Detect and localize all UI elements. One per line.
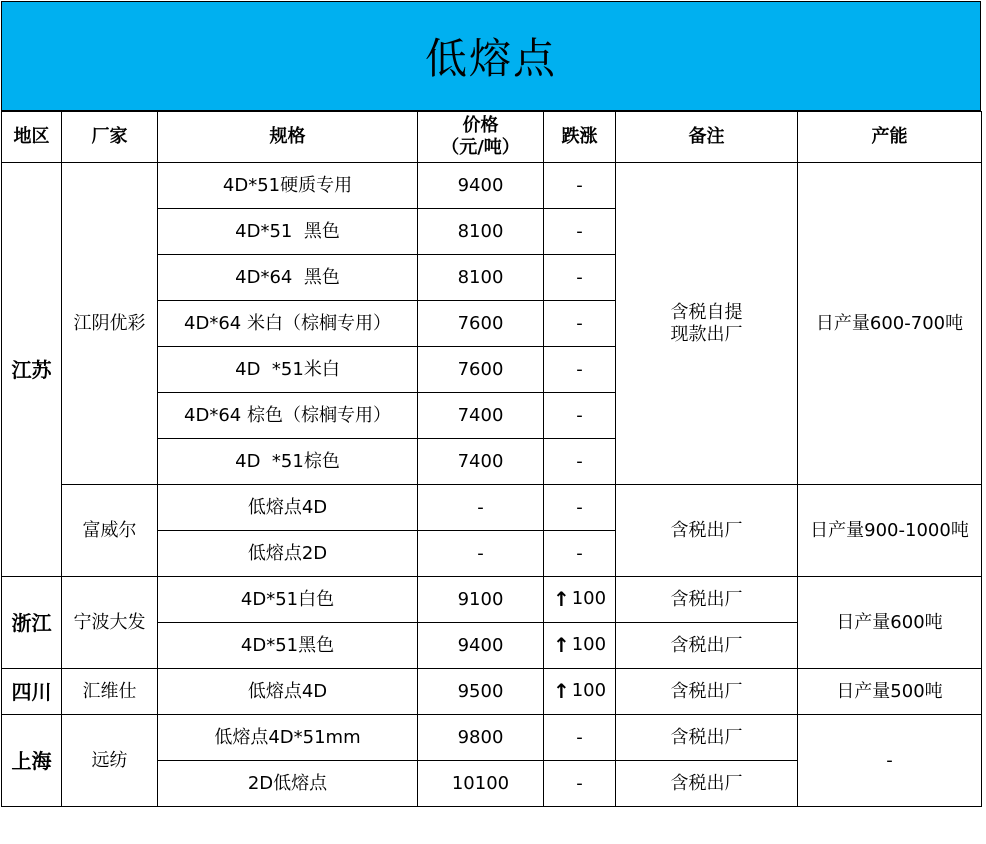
price-cell: 7600 — [418, 301, 544, 347]
spec-cell: 低熔点4D*51mm — [158, 715, 418, 761]
spec-cell: 4D*64 米白（棕榈专用） — [158, 301, 418, 347]
change-cell: - — [544, 301, 616, 347]
price-cell: 9500 — [418, 669, 544, 715]
price-cell: - — [418, 485, 544, 531]
change-value: 100 — [571, 633, 607, 655]
note-cell: 含税出厂 — [616, 669, 798, 715]
price-cell: 9400 — [418, 623, 544, 669]
maker-cell: 江阴优彩 — [62, 163, 158, 485]
note-cell: 含税出厂 — [616, 761, 798, 807]
region-cell: 江苏 — [2, 163, 62, 577]
capacity-cell: 日产量600吨 — [798, 577, 982, 669]
spec-cell: 低熔点2D — [158, 531, 418, 577]
change-cell: - — [544, 163, 616, 209]
maker-cell: 宁波大发 — [62, 577, 158, 669]
change-cell: - — [544, 715, 616, 761]
change-cell: - — [544, 255, 616, 301]
capacity-cell: - — [798, 715, 982, 807]
capacity-cell: 日产量900-1000吨 — [798, 485, 982, 577]
change-value: 100 — [571, 679, 607, 701]
change-cell: - — [544, 209, 616, 255]
table-row — [2, 715, 982, 761]
header-note: 备注 — [616, 112, 798, 163]
price-cell: 7400 — [418, 393, 544, 439]
header-row — [2, 112, 982, 163]
header-spec: 规格 — [158, 112, 418, 163]
capacity-cell: 日产量500吨 — [798, 669, 982, 715]
note-line2: 现款出厂 — [670, 323, 743, 345]
change-cell: - — [544, 347, 616, 393]
up-arrow-icon: ↑ — [552, 678, 570, 703]
region-cell: 浙江 — [2, 577, 62, 669]
price-cell: 10100 — [418, 761, 544, 807]
spec-cell: 4D *51棕色 — [158, 439, 418, 485]
note-cell: 含税出厂 — [616, 623, 798, 669]
change-cell: - — [544, 439, 616, 485]
change-cell — [544, 577, 616, 623]
price-cell: 9100 — [418, 577, 544, 623]
price-cell: - — [418, 531, 544, 577]
spec-cell: 4D*64 棕色（棕榈专用） — [158, 393, 418, 439]
header-change: 跌涨 — [544, 112, 616, 163]
up-arrow-icon: ↑ — [552, 586, 570, 611]
price-sheet — [1, 1, 981, 807]
title-banner — [1, 1, 981, 111]
price-cell: 9400 — [418, 163, 544, 209]
up-arrow-icon: ↑ — [552, 632, 570, 657]
table-row — [2, 485, 982, 531]
note-cell — [616, 163, 798, 485]
capacity-cell: 日产量600-700吨 — [798, 163, 982, 485]
spec-cell: 4D*51硬质专用 — [158, 163, 418, 209]
maker-cell: 汇维仕 — [62, 669, 158, 715]
change-cell: - — [544, 531, 616, 577]
spec-cell: 4D*51 黑色 — [158, 209, 418, 255]
header-maker: 厂家 — [62, 112, 158, 163]
price-cell: 7400 — [418, 439, 544, 485]
spec-cell: 2D低熔点 — [158, 761, 418, 807]
region-cell: 上海 — [2, 715, 62, 807]
header-price — [418, 112, 544, 163]
price-cell: 7600 — [418, 347, 544, 393]
spec-cell: 低熔点4D — [158, 669, 418, 715]
note-cell: 含税出厂 — [616, 485, 798, 577]
change-cell: - — [544, 393, 616, 439]
change-cell: - — [544, 485, 616, 531]
price-cell: 8100 — [418, 255, 544, 301]
note-line1: 含税自提 — [670, 301, 743, 323]
header-region: 地区 — [2, 112, 62, 163]
header-price-line1: 价格 — [462, 115, 499, 136]
table-row — [2, 669, 982, 715]
spec-cell: 4D*51黑色 — [158, 623, 418, 669]
spec-cell: 4D *51米白 — [158, 347, 418, 393]
change-cell — [544, 669, 616, 715]
header-capacity: 产能 — [798, 112, 982, 163]
price-cell: 9800 — [418, 715, 544, 761]
change-cell: - — [544, 761, 616, 807]
maker-cell: 远纺 — [62, 715, 158, 807]
spec-cell: 低熔点4D — [158, 485, 418, 531]
note-cell: 含税出厂 — [616, 715, 798, 761]
price-table — [1, 111, 982, 807]
note-cell: 含税出厂 — [616, 577, 798, 623]
page-title: 低熔点 — [424, 34, 557, 83]
table-row — [2, 577, 982, 623]
maker-cell: 富威尔 — [62, 485, 158, 577]
change-cell — [544, 623, 616, 669]
spec-cell: 4D*51白色 — [158, 577, 418, 623]
header-price-line2: （元/吨） — [441, 137, 520, 158]
table-row — [2, 163, 982, 209]
price-cell: 8100 — [418, 209, 544, 255]
change-value: 100 — [571, 587, 607, 609]
spec-cell: 4D*64 黑色 — [158, 255, 418, 301]
region-cell: 四川 — [2, 669, 62, 715]
